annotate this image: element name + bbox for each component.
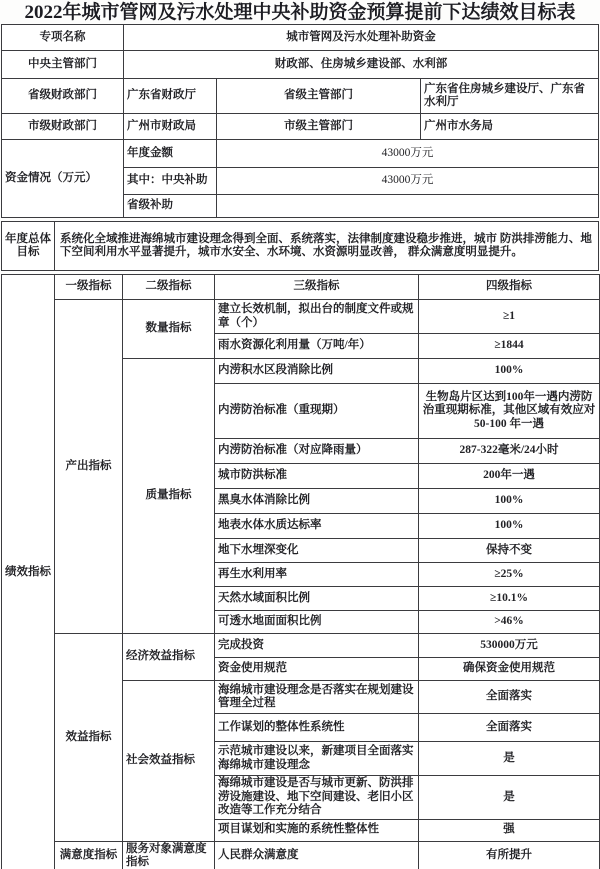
indicator-l4: 全面落实 (419, 714, 600, 742)
indicators-header-l3: 三级指标 (215, 275, 419, 300)
group-benefit-label: 效益指标 (55, 634, 123, 842)
indicators-header-l1: 一级指标 (55, 275, 123, 300)
indicators-header-l4: 四级指标 (419, 275, 600, 300)
central-dept-value: 财政部、住房城乡建设部、水利部 (124, 51, 599, 79)
provincial-finance-value: 广东省财政厅 (124, 79, 217, 114)
indicator-l4: 是 (419, 742, 600, 776)
indicator-l4: ≥1844 (419, 334, 600, 359)
funding-row-provincial-value (217, 195, 599, 218)
central-dept-label: 中央主管部门 (2, 51, 124, 79)
indicator-l4: 287-322毫米/24小时 (419, 439, 600, 464)
indicator-l3: 黑臭水体消除比例 (215, 489, 419, 514)
indicator-l3: 人民群众满意度 (215, 841, 419, 869)
indicator-l4: 是 (419, 776, 600, 820)
city-finance-value: 广州市财政局 (124, 114, 217, 140)
indicator-l4: ≥25% (419, 563, 600, 587)
indicator-l3: 再生水利用率 (215, 563, 419, 587)
group-satisfaction-label: 满意度指标 (55, 841, 123, 869)
special-name-label: 专项名称 (2, 25, 124, 51)
group-quantity-label: 数量指标 (123, 300, 215, 359)
funding-row-central-value: 43000万元 (217, 168, 599, 195)
indicator-l4: 100% (419, 514, 600, 539)
info-table (1, 24, 599, 218)
indicator-l3: 地表水体水质达标率 (215, 514, 419, 539)
funding-row-provincial-label: 省级补助 (124, 195, 217, 218)
group-quality-label: 质量指标 (123, 359, 215, 634)
indicator-l3: 工作谋划的整体性系统性 (215, 714, 419, 742)
indicator-l4: 100% (419, 359, 600, 384)
funding-row-annual-label: 年度金额 (124, 140, 217, 168)
group-social-label: 社会效益指标 (123, 681, 215, 842)
provincial-dept-label: 省级主管部门 (217, 79, 421, 114)
indicator-l3: 可透水地面面积比例 (215, 611, 419, 634)
indicator-l3: 内涝防治标准（重现期） (215, 384, 419, 439)
indicators-table (1, 274, 600, 869)
indicator-l3: 内涝积水区段消除比例 (215, 359, 419, 384)
special-name-value: 城市管网及污水处理补助资金 (124, 25, 599, 51)
indicator-l3: 完成投资 (215, 634, 419, 658)
indicator-l3: 内涝防治标准（对应降雨量） (215, 439, 419, 464)
indicator-l4: >46% (419, 611, 600, 634)
group-economic-label: 经济效益指标 (123, 634, 215, 681)
page-title: 2022年城市管网及污水处理中央补助资金预算提前下达绩效目标表 (24, 2, 576, 23)
indicator-l3: 地下水埋深变化 (215, 539, 419, 563)
indicator-l3: 城市防洪标准 (215, 464, 419, 489)
indicator-l3: 项目谋划和实施的系统性整体性 (215, 819, 419, 841)
funding-section-label: 资金情况（万元） (2, 140, 124, 218)
indicator-l4: ≥1 (419, 300, 600, 334)
indicator-l4: 200年一遇 (419, 464, 600, 489)
indicators-section-label: 绩效指标 (2, 275, 55, 869)
indicator-l3: 示范城市建设以来，新建项目全面落实海绵城市建设理念 (215, 742, 419, 776)
annual-goal-table (1, 221, 599, 271)
indicator-l4: 530000万元 (419, 634, 600, 658)
indicator-l3: 建立长效机制，拟出台的制度文件或规章（个） (215, 300, 419, 334)
provincial-finance-label: 省级财政部门 (2, 79, 124, 114)
indicator-l3: 资金使用规范 (215, 658, 419, 681)
indicator-l4: 强 (419, 819, 600, 841)
indicator-l4: 100% (419, 489, 600, 514)
funding-row-annual-value: 43000万元 (217, 140, 599, 168)
city-dept-value: 广州市水务局 (421, 114, 599, 140)
indicator-l3: 天然水域面积比例 (215, 587, 419, 611)
city-dept-label: 市级主管部门 (217, 114, 421, 140)
indicator-l3: 雨水资源化利用量（万吨/年） (215, 334, 419, 359)
group-service-satisfaction-label: 服务对象满意度指标 (123, 841, 215, 869)
provincial-dept-value: 广东省住房城乡建设厅、广东省水利厅 (421, 79, 599, 114)
indicator-l4: 确保资金使用规范 (419, 658, 600, 681)
indicator-l3: 海绵城市建设理念是否落实在规划建设管理全过程 (215, 681, 419, 714)
indicator-l4: ≥10.1% (419, 587, 600, 611)
indicator-l4: 生物岛片区达到100年一遇内涝防治重现期标准，其他区域有效应对50-100 年一遇 (419, 384, 600, 439)
funding-row-central-label: 其中：中央补助 (124, 168, 217, 195)
group-output-label: 产出指标 (55, 300, 123, 634)
annual-goal-text: 系统化全域推进海绵城市建设理念得到全面、系统落实，法律制度建设稳步推进，城市 防洪排涝能力、地下空间利用水平显著提升，城市水安全、水环境、水资源明显改善， 群众满意度明显提升。 (55, 222, 599, 271)
indicator-l4: 保持不变 (419, 539, 600, 563)
indicator-l3: 海绵城市建设是否与城市更新、防洪排涝设施建设、地下空间建设、老旧小区改造等工作充分结合 (215, 776, 419, 820)
annual-goal-label: 年度总体目标 (2, 222, 55, 271)
city-finance-label: 市级财政部门 (2, 114, 124, 140)
indicators-header-l2: 二级指标 (123, 275, 215, 300)
indicator-l4: 有所提升 (419, 841, 600, 869)
indicator-l4: 全面落实 (419, 681, 600, 714)
